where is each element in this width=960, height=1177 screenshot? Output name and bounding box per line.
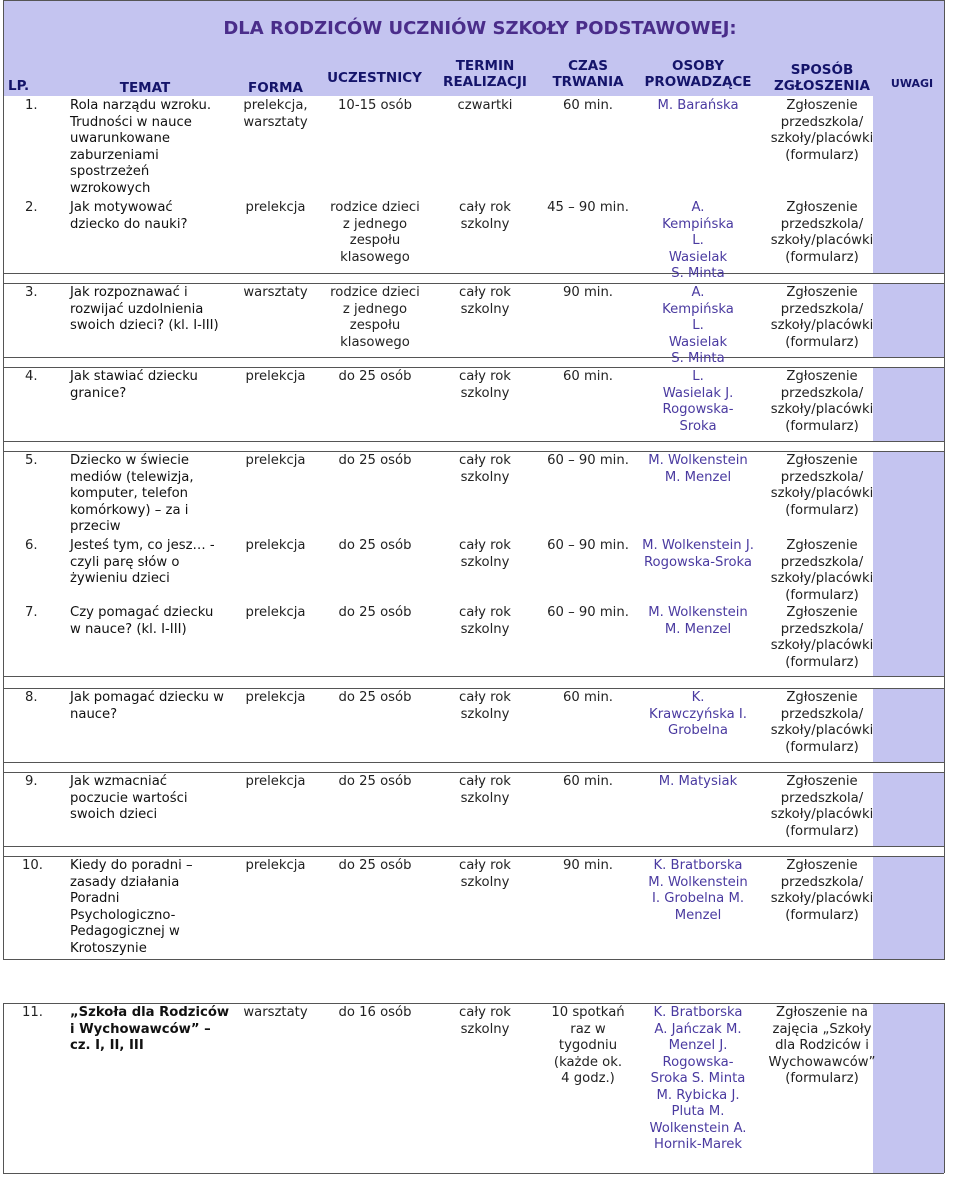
border	[3, 959, 944, 960]
application-cell: Zgłoszenie na zajęcia „Szkoły dla Rodziców i Wychowawców” (formularz)	[768, 1005, 876, 1086]
border	[3, 441, 944, 442]
border	[3, 283, 944, 284]
form-cell: prelekcja	[245, 453, 306, 468]
date-cell: cały rok szkolny	[459, 369, 511, 401]
topic-cell: Kiedy do poradni – zasady działania Poradni Psychologiczno-Pedagogicznej w Krotoszynie	[70, 858, 193, 956]
participants-cell: do 25 osób	[338, 369, 412, 384]
lp-cell: 2.	[25, 200, 38, 215]
header-uwagi: UWAGI	[890, 77, 934, 90]
application-cell: Zgłoszenie przedszkola/ szkoły/placówki (formularz)	[770, 690, 874, 755]
border	[3, 856, 944, 857]
topic-cell: Dziecko w świecie mediów (telewizja, komputer, telefon komórkowy) – za i przeciw	[70, 453, 194, 534]
header-forma: FORMA	[248, 80, 303, 96]
duration-cell: 10 spotkań raz w tygodniu (każde ok. 4 godz.)	[551, 1005, 625, 1086]
date-cell: cały rok szkolny	[459, 690, 511, 722]
lp-cell: 1.	[25, 98, 38, 113]
date-cell: cały rok szkolny	[459, 453, 511, 485]
duration-cell: 90 min.	[562, 285, 614, 300]
date-cell: cały rok szkolny	[459, 200, 511, 232]
leaders-cell: K. Bratborska A. Jańczak M. Menzel J. Rogowska-Sroka S. Minta M. Rybicka J. Pluta M. Wolkenstein A. Hornik-Marek	[649, 1005, 747, 1152]
date-cell: cały rok szkolny	[459, 605, 511, 637]
participants-cell: do 25 osób	[338, 605, 412, 620]
header-temat: TEMAT	[119, 80, 171, 96]
topic-cell: Jak motywować dziecko do nauki?	[70, 200, 188, 232]
border	[3, 688, 944, 689]
uwagi-column-band	[873, 856, 944, 959]
lp-cell: 4.	[25, 369, 38, 384]
form-cell: prelekcja	[245, 858, 306, 873]
application-cell: Zgłoszenie przedszkola/ szkoły/placówki (formularz)	[770, 605, 874, 670]
form-cell: warsztaty	[243, 1005, 308, 1020]
border	[3, 273, 944, 274]
header-czas: CZAS TRWANIA	[552, 58, 624, 90]
border	[3, 451, 944, 452]
border	[3, 846, 944, 847]
border	[3, 772, 944, 773]
form-cell: prelekcja, warsztaty	[243, 98, 308, 130]
uwagi-column-band	[873, 451, 944, 676]
participants-cell: do 25 osób	[338, 774, 412, 789]
participants-cell: do 25 osób	[338, 538, 412, 553]
topic-cell: Jak stawiać dziecku granice?	[70, 369, 198, 401]
uwagi-column-band	[873, 367, 944, 441]
form-cell: prelekcja	[245, 690, 306, 705]
form-cell: prelekcja	[245, 369, 306, 384]
border	[3, 1173, 944, 1174]
leaders-cell: M. Matysiak	[658, 774, 738, 789]
border	[3, 1003, 4, 1173]
border	[3, 1003, 944, 1004]
duration-cell: 60 min.	[562, 774, 614, 789]
date-cell: cały rok szkolny	[459, 1005, 511, 1037]
leaders-cell: A. Kempińska L. Wasielak S. Minta	[662, 200, 734, 281]
leaders-cell: M. Wolkenstein M. Menzel	[648, 605, 748, 637]
header-sposob: SPOSÓB ZGŁOSZENIA	[773, 62, 871, 94]
duration-cell: 60 min.	[562, 369, 614, 384]
leaders-cell: K. Bratborska M. Wolkenstein I. Grobelna M. Menzel	[648, 858, 748, 923]
uwagi-column-band	[873, 1003, 944, 1173]
participants-cell: do 25 osób	[338, 858, 412, 873]
lp-cell: 10.	[22, 858, 43, 873]
participants-cell: rodzice dzieci z jednego zespołu klasowego	[330, 285, 420, 350]
uwagi-column-band	[873, 688, 944, 762]
application-cell: Zgłoszenie przedszkola/ szkoły/placówki (formularz)	[770, 200, 874, 265]
page-title: DLA RODZICÓW UCZNIÓW SZKOŁY PODSTAWOWEJ:	[223, 18, 737, 39]
lp-cell: 5.	[25, 453, 38, 468]
form-cell: prelekcja	[245, 774, 306, 789]
application-cell: Zgłoszenie przedszkola/ szkoły/placówki (formularz)	[770, 538, 874, 603]
lp-cell: 6.	[25, 538, 38, 553]
duration-cell: 60 – 90 min.	[547, 605, 629, 620]
topic-cell: „Szkoła dla Rodziców i Wychowawców” – cz. I, II, III	[70, 1005, 230, 1053]
date-cell: cały rok szkolny	[459, 774, 511, 806]
border	[3, 357, 944, 358]
topic-cell: Jesteś tym, co jesz… - czyli parę słów o żywieniu dzieci	[70, 538, 215, 586]
participants-cell: do 25 osób	[338, 453, 412, 468]
date-cell: czwartki	[457, 98, 513, 113]
leaders-cell: M. Wolkenstein M. Menzel	[648, 453, 748, 485]
lp-cell: 11.	[22, 1005, 43, 1020]
form-cell: warsztaty	[243, 285, 308, 300]
participants-cell: rodzice dzieci z jednego zespołu klasowego	[330, 200, 420, 265]
border	[3, 0, 4, 960]
duration-cell: 60 min.	[562, 98, 614, 113]
leaders-cell: M. Wolkenstein J. Rogowska-Sroka	[642, 538, 754, 570]
border	[3, 676, 944, 677]
lp-cell: 3.	[25, 285, 38, 300]
border	[3, 762, 944, 763]
header-uczestnicy: UCZESTNICY	[327, 70, 422, 86]
form-cell: prelekcja	[245, 538, 306, 553]
uwagi-column-band	[873, 96, 944, 273]
topic-cell: Jak pomagać dziecku w nauce?	[70, 690, 224, 722]
date-cell: cały rok szkolny	[459, 285, 511, 317]
uwagi-column-band	[873, 772, 944, 846]
application-cell: Zgłoszenie przedszkola/ szkoły/placówki (formularz)	[770, 453, 874, 518]
leaders-cell: A. Kempińska L. Wasielak S. Minta	[662, 285, 734, 366]
duration-cell: 90 min.	[562, 858, 614, 873]
date-cell: cały rok szkolny	[459, 858, 511, 890]
duration-cell: 45 – 90 min.	[547, 200, 629, 215]
uwagi-column-band	[873, 283, 944, 357]
form-cell: prelekcja	[245, 605, 306, 620]
application-cell: Zgłoszenie przedszkola/ szkoły/placówki (formularz)	[770, 98, 874, 163]
participants-cell: 10-15 osób	[338, 98, 412, 113]
border	[3, 367, 944, 368]
participants-cell: do 16 osób	[338, 1005, 412, 1020]
application-cell: Zgłoszenie przedszkola/ szkoły/placówki (formularz)	[770, 369, 874, 434]
leaders-cell: L. Wasielak J. Rogowska-Sroka	[662, 369, 734, 434]
application-cell: Zgłoszenie przedszkola/ szkoły/placówki (formularz)	[770, 285, 874, 350]
duration-cell: 60 – 90 min.	[547, 538, 629, 553]
border	[944, 0, 945, 960]
duration-cell: 60 – 90 min.	[547, 453, 629, 468]
participants-cell: do 25 osób	[338, 690, 412, 705]
topic-cell: Rola narządu wzroku. Trudności w nauce uwarunkowane zaburzeniami spostrzeżeń wzrokowych	[70, 98, 212, 196]
leaders-cell: M. Barańska	[657, 98, 739, 113]
leaders-cell: K. Krawczyńska I. Grobelna	[649, 690, 747, 738]
topic-cell: Jak rozpoznawać i rozwijać uzdolnienia swoich dzieci? (kl. I-III)	[70, 285, 219, 333]
header-osoby: OSOBY PROWADZĄCE	[644, 58, 752, 90]
topic-cell: Jak wzmacniać poczucie wartości swoich dzieci	[70, 774, 188, 822]
lp-cell: 7.	[25, 605, 38, 620]
topic-cell: Czy pomagać dziecku w nauce? (kl. I-III)	[70, 605, 214, 637]
border	[944, 1003, 945, 1173]
border	[3, 0, 944, 1]
duration-cell: 60 min.	[562, 690, 614, 705]
lp-cell: 8.	[25, 690, 38, 705]
application-cell: Zgłoszenie przedszkola/ szkoły/placówki (formularz)	[770, 858, 874, 923]
date-cell: cały rok szkolny	[459, 538, 511, 570]
application-cell: Zgłoszenie przedszkola/ szkoły/placówki (formularz)	[770, 774, 874, 839]
lp-cell: 9.	[25, 774, 38, 789]
header-lp: LP.	[8, 78, 30, 94]
form-cell: prelekcja	[245, 200, 306, 215]
header-termin: TERMIN REALIZACJI	[443, 58, 527, 90]
